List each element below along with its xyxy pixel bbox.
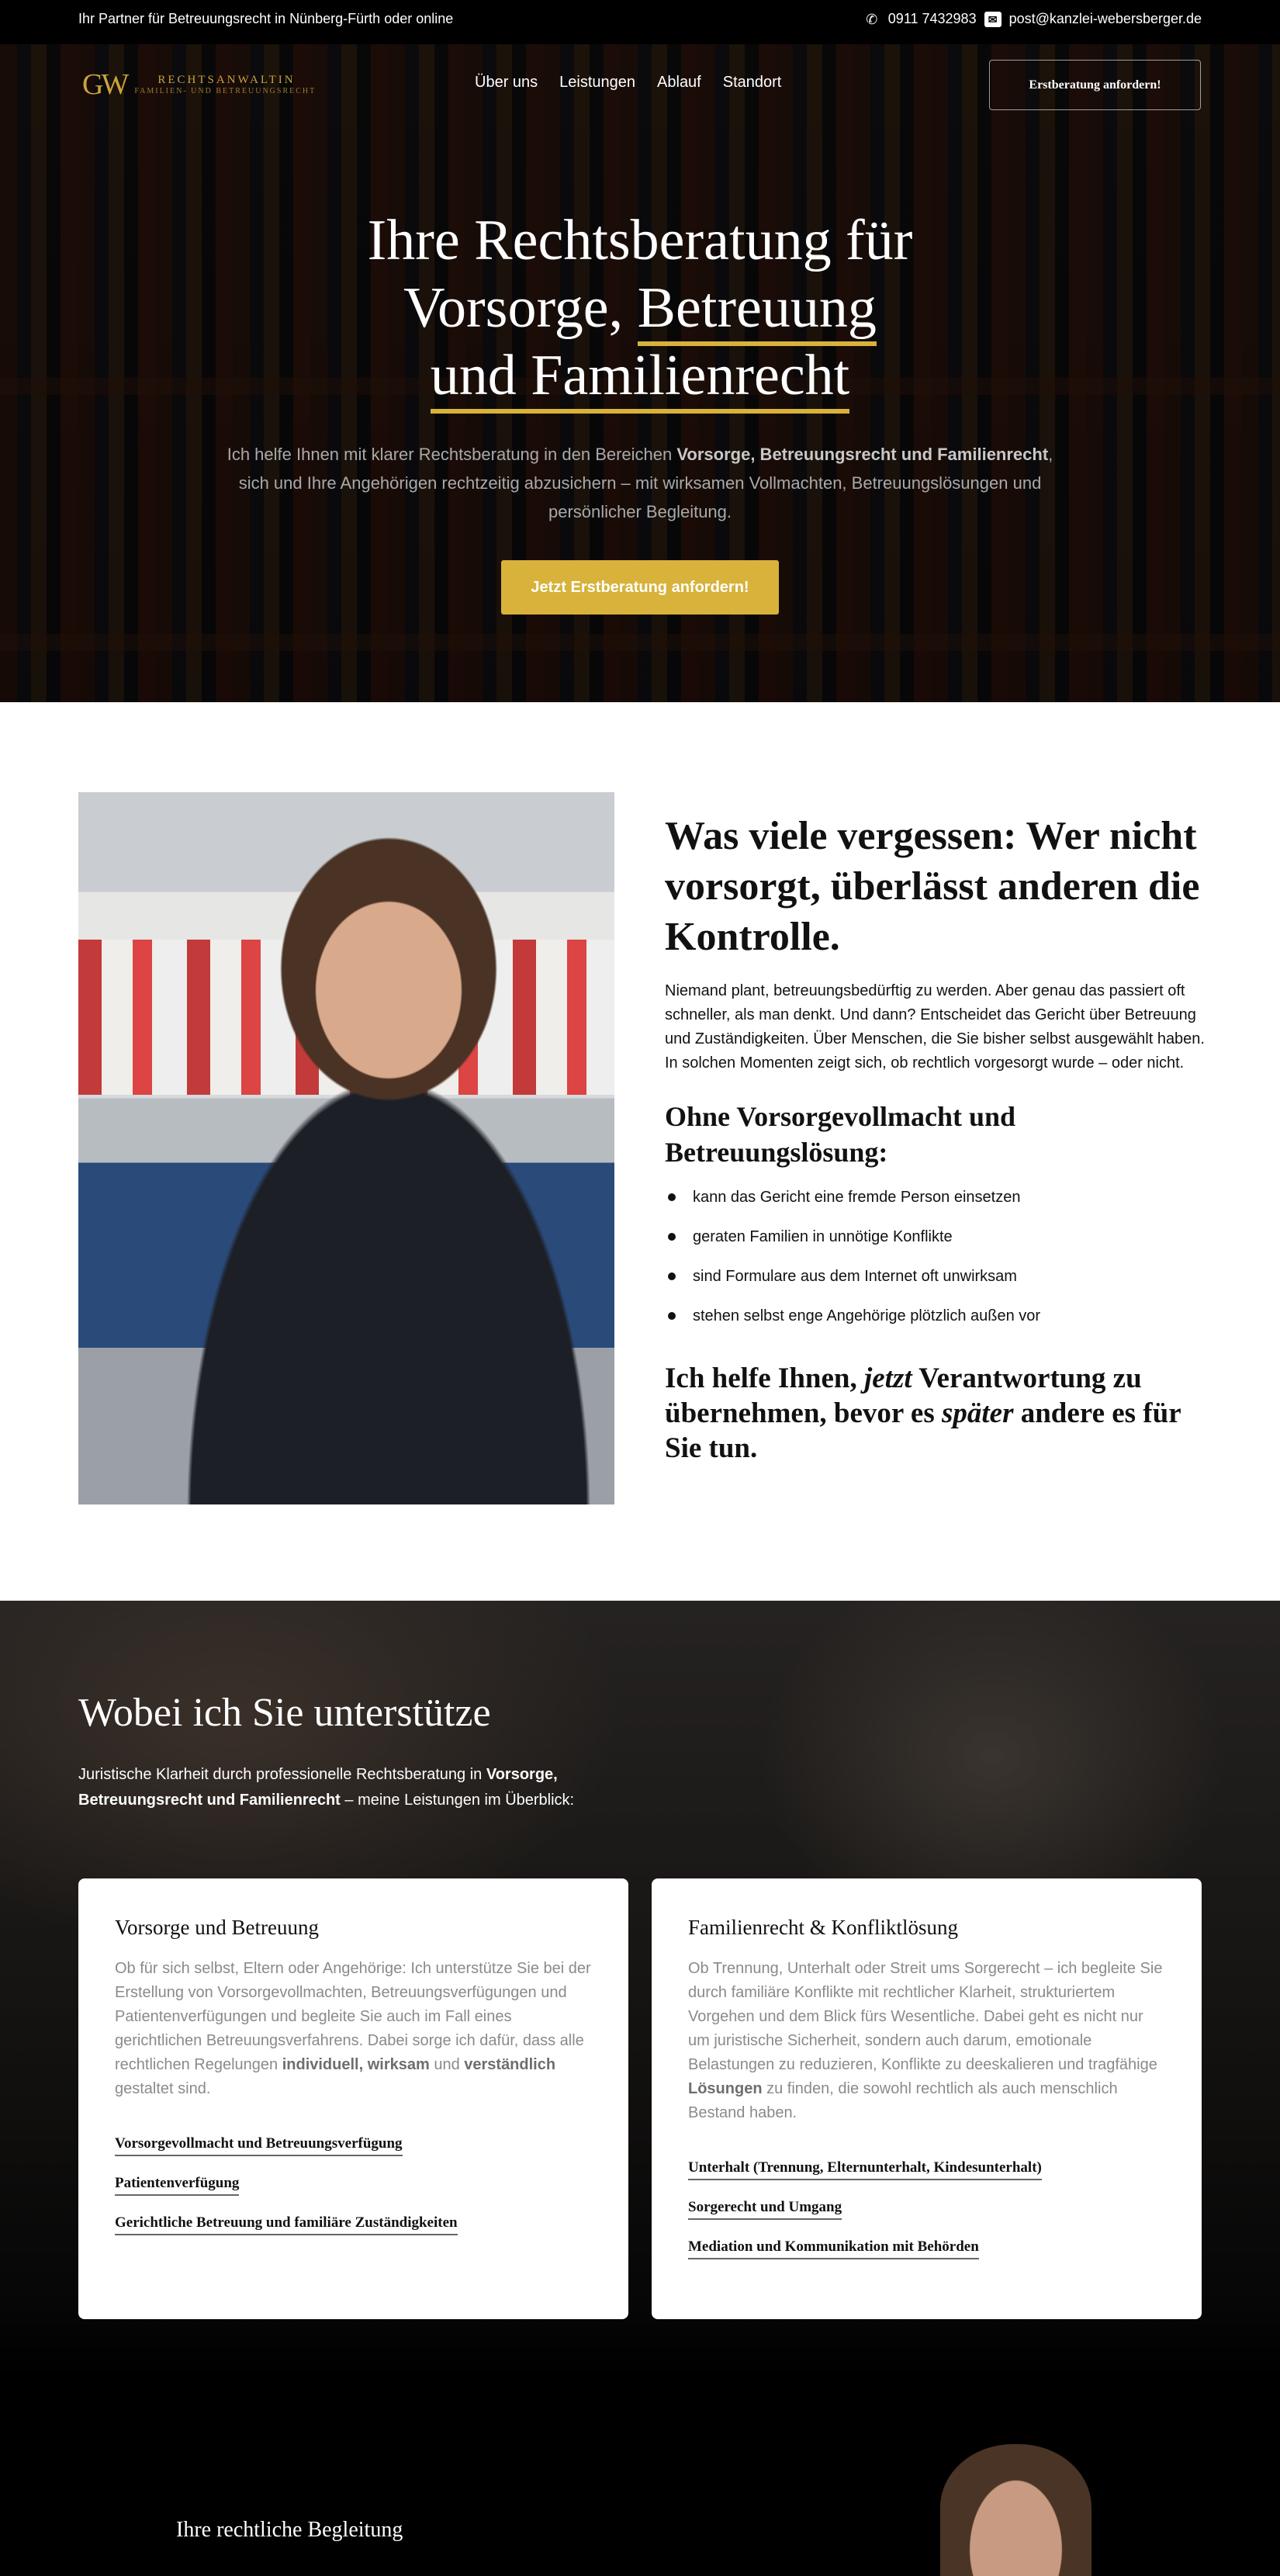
card-links: [115, 2135, 592, 2235]
logo-monogram: GW: [82, 68, 127, 101]
card-text: [115, 1957, 592, 2101]
hero-text: , sich und Ihre Angehörigen rechtzeitig abzusichern – mit wirksamen Vollmachten, Betreuungslösungen und persönlicher Begleitung.: [238, 445, 1053, 521]
service-link[interactable]: Sorgerecht und Umgang: [688, 2199, 842, 2220]
service-link[interactable]: Vorsorgevollmacht und Betreuungsverfügung: [115, 2135, 403, 2156]
email-link[interactable]: post@kanzlei-webersberger.de: [1008, 11, 1202, 26]
header-cta-button[interactable]: Erstberatung anfordern!: [989, 60, 1201, 110]
about-section: [0, 702, 1280, 1601]
list-item: stehen selbst enge Angehörige plötzlich außen vor: [665, 1306, 1208, 1326]
closing-statement: [665, 1361, 1208, 1466]
hero-text-bold: Vorsorge, Betreuungsrecht und Familienrecht: [676, 445, 1049, 464]
list-item: kann das Gericht eine fremde Person einsetzen: [665, 1187, 1208, 1207]
hero-description: [225, 440, 1055, 526]
logo[interactable]: [82, 68, 316, 102]
closing-emph: später: [941, 1397, 1014, 1429]
phone-link[interactable]: 0911 7432983: [887, 11, 977, 26]
service-link[interactable]: Patientenverfügung: [115, 2175, 239, 2196]
phone-icon: ✆: [866, 11, 878, 27]
card-text-part: zu finden, die sowohl rechtlich als auch menschlich Bestand haben.: [688, 2080, 1118, 2121]
contact-info: [863, 11, 1202, 27]
logo-line1: RECHTSANWALTIN: [157, 74, 296, 86]
about-content: [665, 811, 1208, 1466]
service-link[interactable]: Mediation und Kommunikation mit Behörden: [688, 2238, 979, 2259]
hero-cta-button[interactable]: Jetzt Erstberatung anfordern!: [501, 560, 779, 615]
risk-list: [665, 1187, 1208, 1345]
card-text-bold: individuell, wirksam: [282, 2056, 430, 2073]
lawyer-photo-cutout: [940, 2444, 1091, 2576]
mail-icon: ✉: [984, 12, 1002, 27]
hero-title-line1: Ihre Rechtsberatung für: [367, 209, 913, 272]
card-text-part: Ob Trennung, Unterhalt oder Streit ums Sorgerecht – ich begleite Sie durch familiäre Konflikte mit rechtlicher Klarheit, strukturiertem Vorgehen und dem Blick fürs Wesentliche. Dabei geht es nicht nur um juristische Sicherheit, sondern auch darum, emotionale Belastungen zu reduzieren, Konflikte zu deeskalieren und tragfähige: [688, 1960, 1163, 2073]
hero-title-line2b: Betreuung: [638, 276, 877, 346]
nav-ablauf[interactable]: Ablauf: [657, 74, 701, 91]
lawyer-portrait-image: [78, 792, 614, 1504]
hero-text: Ich helfe Ihnen mit klarer Rechtsberatung in den Bereichen: [227, 445, 677, 464]
subtitle-text: Juristische Klarheit durch professionelle Rechtsberatung in: [78, 1766, 486, 1783]
card-text-part: und: [429, 2056, 465, 2073]
service-link[interactable]: Gerichtliche Betreuung und familiäre Zuständigkeiten: [115, 2214, 458, 2235]
closing-emph: jetzt: [863, 1362, 912, 1394]
list-item: sind Formulare aus dem Internet oft unwirksam: [665, 1266, 1208, 1286]
hero-title: [0, 207, 1280, 410]
closing-text: Verantwortung zu übernehmen, bevor es: [665, 1362, 1142, 1429]
nav-ueber-uns[interactable]: Über uns: [475, 74, 538, 91]
service-card-familienrecht: [652, 1878, 1202, 2319]
services-section: [0, 1601, 1280, 2384]
bottom-section-title: Ihre rechtliche Begleitung: [176, 2518, 403, 2542]
logo-line2: FAMILIEN- UND BETREUUNGSRECHT: [134, 87, 317, 95]
about-heading: Was viele vergessen: Wer nicht vorsorgt, überlässt anderen die Kontrolle.: [665, 814, 1200, 959]
about-paragraph: Niemand plant, betreuungsbedürftig zu werden. Aber genau das passiert oft schneller, als man denkt. Und dann? Entscheidet das Gericht über Betreuung und Zuständigkeiten. Über Menschen, die Sie bisher selbst ausgewählt haben. In solchen Momenten zeigt sich, ob rechtlich vorgesorgt wurde – oder nicht.: [665, 982, 1205, 1072]
top-bar: [0, 0, 1280, 44]
card-text-part: Ob für sich selbst, Eltern oder Angehörige: Ich unterstütze Sie bei der Erstellung von Vorsorgevollmachten, Betreuungsverfügungen und Patientenverfügungen und begleite Sie auch im Fall eines gerichtlichen Betreuungsverfahrens. Dabei sorge ich dafür, dass alle rechtlichen Regelungen: [115, 1960, 591, 2073]
service-link[interactable]: Unterhalt (Trennung, Elternunterhalt, Kindesunterhalt): [688, 2159, 1042, 2180]
hero-title-line2a: Vorsorge,: [403, 276, 638, 340]
service-card-vorsorge: [78, 1878, 628, 2319]
tagline: Ihr Partner für Betreuungsrecht in Nünberg-Fürth oder online: [78, 11, 454, 26]
card-text-bold: verständlich: [464, 2056, 556, 2073]
services-subtitle: [78, 1762, 637, 1813]
card-text-bold: Lösungen: [688, 2080, 763, 2097]
about-subheading: Ohne Vorsorgevollmacht und Betreuungslösung:: [665, 1101, 1016, 1168]
services-heading: Wobei ich Sie unterstütze: [78, 1691, 491, 1735]
card-links: [688, 2159, 1165, 2259]
list-item: geraten Familien in unnötige Konflikte: [665, 1227, 1208, 1247]
closing-text: Ich helfe Ihnen,: [665, 1362, 864, 1394]
card-title: Vorsorge und Betreuung: [115, 1916, 319, 1939]
card-text: [688, 1957, 1165, 2125]
card-title: Familienrecht & Konfliktlösung: [688, 1916, 958, 1939]
subtitle-text: – meine Leistungen im Überblick:: [340, 1792, 575, 1809]
closing-text: andere es für Sie tun.: [665, 1397, 1181, 1464]
main-nav: [475, 74, 781, 92]
nav-standort[interactable]: Standort: [722, 74, 782, 91]
nav-leistungen[interactable]: Leistungen: [559, 74, 636, 91]
hero-section: [0, 44, 1280, 702]
card-text-part: gestaltet sind.: [115, 2080, 211, 2097]
hero-title-line3: und Familienrecht: [431, 344, 849, 414]
subtitle-bold: Vorsorge, Betreuungsrecht und Familienrecht: [78, 1766, 558, 1809]
